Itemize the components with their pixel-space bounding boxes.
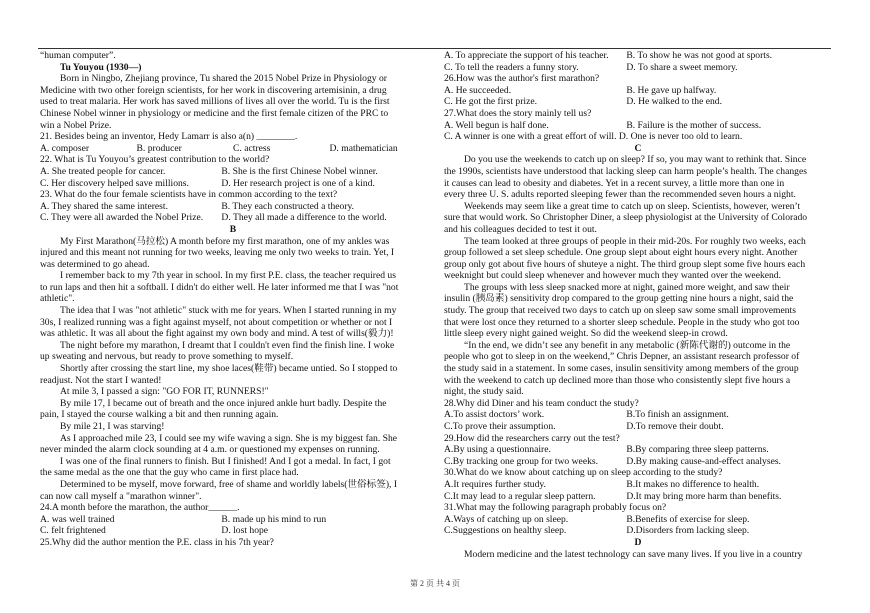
option: C.Suggestions on healthy sleep. xyxy=(444,525,567,537)
options-22-row2 xyxy=(40,178,426,190)
text-line: readjust. Not the start I wanted! xyxy=(40,374,162,386)
option: B. producer xyxy=(136,142,182,154)
options-24-row2 xyxy=(40,525,426,537)
options-27-row2: C. A winner is one with a great effort of will. D. One is never too old to learn. xyxy=(444,131,743,143)
text-line: Do you use the weekends to catch up on sleep? If so, you may want to rethink that. Since xyxy=(464,154,807,166)
option: D.It may bring more harm than benefits. xyxy=(626,490,782,502)
options-23-row2 xyxy=(40,212,426,224)
option: A. was well trained xyxy=(40,513,115,525)
right-column xyxy=(444,50,832,560)
question-31: 31.What may the following paragraph probably focus on? xyxy=(444,502,667,514)
option: B. They each constructed a theory. xyxy=(221,200,355,212)
section-heading: Tu Youyou (1930—) xyxy=(60,61,142,73)
options-21 xyxy=(40,143,426,155)
text-line: night, the study said. xyxy=(444,386,524,398)
section-label-d: D xyxy=(634,536,642,548)
options-27-row1 xyxy=(444,120,832,132)
option: B. Failure is the mother of success. xyxy=(626,119,762,131)
text-line: and his colleagues decided to test it out. xyxy=(444,223,597,235)
option: B.It makes no difference to health. xyxy=(626,478,760,490)
text-line: As I approached mile 23, I could see my wife waving a sign. She is my biggest fan. She xyxy=(60,432,398,444)
options-31-row1 xyxy=(444,514,832,526)
question-22: 22. What is Tu Youyou’s greatest contribution to the world? xyxy=(40,154,270,166)
option: B. She is the first Chinese Nobel winner. xyxy=(221,165,378,177)
option: A.By using a questionnaire. xyxy=(444,444,551,456)
question-21: 21. Besides being an inventor, Hedy Lamarr is also a(n) ________. xyxy=(40,131,298,143)
question-28: 28.Why did Diner and his team conduct the study? xyxy=(444,397,639,409)
text-line: The groups with less sleep snacked more at night, gained more weight, and saw their xyxy=(464,281,790,293)
section-label-b: B xyxy=(229,223,237,235)
text-line: little sleep every night gained weight. So did the weekend sleep-in crowd. xyxy=(444,328,728,340)
text-line: I remember back to my 7th year in school. In my first P.E. class, the teacher required us xyxy=(60,270,396,282)
text-line: win a Nobel Prize. xyxy=(40,119,112,131)
text-line: with the weekend to catch up declined more than those who consistently slept five hours a xyxy=(444,374,791,386)
option: C. To tell the readers a funny story. xyxy=(444,61,579,73)
text-line: “human computer”. xyxy=(40,50,116,61)
text-line: At mile 3, I passed a sign: "GO FOR IT, RUNNERS!" xyxy=(60,386,269,398)
option: A. He succeeded. xyxy=(444,84,512,96)
text-line: sure that would work. So Christopher Diner, a sleep physiologist at the University of Colorado xyxy=(444,212,808,224)
option: C. felt frightened xyxy=(40,525,106,537)
text-line: My First Marathon(马拉松) A month before my first marathon, one of my ankles was xyxy=(60,235,390,247)
text-line: it causes can lead to obesity and diabetes. Yet in a recent survey, a little more than one in xyxy=(444,177,785,189)
text-line: The idea that I was "not athletic" stuck with me for years. When I started running in my xyxy=(60,305,397,317)
text-line: insulin (胰岛素) sensitivity drop compared to the group getting nine hours a night, said the xyxy=(444,293,794,305)
text-line: Medicine with two other foreign scientists, for her work in discovering artemisinin, a drug xyxy=(40,84,387,96)
left-column xyxy=(40,50,426,549)
option: D. They all made a difference to the world. xyxy=(221,212,387,224)
text-line: I was one of the final runners to finish. But I finished! And I got a medal. In fact, I got xyxy=(60,455,391,467)
text-line: group followed a set sleep schedule. One group slept about eight hours every night. Another xyxy=(444,247,798,259)
question-24: 24.A month before the marathon, the author______. xyxy=(40,502,240,514)
text-line: never minded the alarm clock sounding at 4 a.m. or questioned my expenses on running. xyxy=(40,444,380,456)
option: C. He got the first prize. xyxy=(444,96,537,108)
options-24-row1 xyxy=(40,514,426,526)
option: A. composer xyxy=(40,142,90,154)
options-31-row2 xyxy=(444,525,832,537)
text-line: weeknight but could sleep whenever and however much they wanted over the weekend. xyxy=(444,270,781,282)
option: D. lost hope xyxy=(221,525,269,537)
text-line: up sweating and nervous, but ready to prove something to myself. xyxy=(40,351,294,363)
page-footer: 第 2 页 共 4 页 xyxy=(410,579,460,588)
option: A.To assist doctors’ work. xyxy=(444,409,545,421)
question-27: 27.What does the story mainly tell us? xyxy=(444,107,592,119)
option: C. They were all awarded the Nobel Prize. xyxy=(40,212,204,224)
text-line: athletic". xyxy=(40,293,75,305)
text-line: 30s, I realized running was a fight against myself, not about competition or whether or not I xyxy=(40,316,393,328)
question-25: 25.Why did the author mention the P.E. class in his 7th year? xyxy=(40,536,274,548)
options-23-row1 xyxy=(40,201,426,213)
text-line: every three U. S. adults reported sleeping fewer than the recommended seven hours a night. xyxy=(444,189,796,201)
text-line: Determined to be myself, move forward, free of shame and worldly labels(世俗标签), I xyxy=(60,478,398,490)
option: B. To show he was not good at sports. xyxy=(626,50,773,61)
option: D. Her research project is one of a kind. xyxy=(221,177,375,189)
text-line: injured and this meant not running for two weeks, leaving me only two weeks to train. Yet, I xyxy=(40,247,395,259)
section-label-c: C xyxy=(634,142,642,154)
text-line: was athletic. It was all about the fight against my own body and mind. A test of wills(毅力)! xyxy=(40,328,394,340)
option: B. He gave up halfway. xyxy=(626,84,717,96)
options-29-row1 xyxy=(444,444,832,456)
text-line: was determined to go ahead. xyxy=(40,258,150,270)
text-line: the study said in a statement. In some cases, insulin sensitivity among members of the group xyxy=(444,363,799,375)
options-28-row1 xyxy=(444,409,832,421)
options-26-row2 xyxy=(444,96,832,108)
options-26-row1 xyxy=(444,85,832,97)
options-22-row1 xyxy=(40,166,426,178)
option: D. mathematician xyxy=(329,142,398,154)
text-line: group only got about five hours of shuteye a night. The third group slept some five hours each xyxy=(444,258,806,270)
option: D.By making cause-and-effect analyses. xyxy=(626,455,781,467)
text-line: Chinese Nobel winner in physiology or medicine and the first female citizen of the PRC to xyxy=(40,107,389,119)
option: A. Well begun is half done. xyxy=(444,119,549,131)
text-line: to run laps and then hit a softball. I didn't do either well. He later informed me that I was "not xyxy=(40,281,399,293)
text-line: people who got to sleep in on the weekend,” Chris Depner, an assistant research professor of xyxy=(444,351,800,363)
question-26: 26.How was the author's first marathon? xyxy=(444,73,600,85)
text-line: Modern medicine and the latest technology can save many lives. If you live in a country xyxy=(464,548,803,560)
option: C.It may lead to a regular sleep pattern. xyxy=(444,490,596,502)
text-line: can now call myself a "marathon winner". xyxy=(40,490,202,502)
question-30: 30.What do we know about catching up on sleep according to the study? xyxy=(444,467,723,479)
option: A.Ways of catching up on sleep. xyxy=(444,513,569,525)
options-28-row2 xyxy=(444,421,832,433)
option: A. She treated people for cancer. xyxy=(40,165,166,177)
text-line: that were lost once they returned to a shorter sleep schedule. People in the study who got too xyxy=(444,316,800,328)
top-rule xyxy=(38,48,831,49)
options-25-row1 xyxy=(444,50,832,62)
text-line: “In the end, we didn’t see any benefit in any metabolic (新陈代谢的) outcome in the xyxy=(464,339,791,351)
option: D.To remove their doubt. xyxy=(626,421,724,432)
text-line: the 1990s, scientists have understood that lacking sleep can harm people’s health. The changes xyxy=(444,165,807,177)
text-line: study. The group that received two days to catch up on sleep saw some small improvements xyxy=(444,305,796,317)
text-line: By mile 21, I was starving! xyxy=(60,421,165,432)
text-line: By mile 17, I became out of breath and the once injured ankle hurt badly. Despite the xyxy=(60,397,387,409)
text-line: The night before my marathon, I dreamt that I couldn't even find the finish line. I woke xyxy=(60,339,395,351)
option: C. actress xyxy=(233,142,271,154)
option: C.To prove their assumption. xyxy=(444,421,556,432)
text-line: Born in Ningbo, Zhejiang province, Tu shared the 2015 Nobel Prize in Physiology or xyxy=(60,73,387,85)
question-23: 23. What do the four female scientists have in common according to the text? xyxy=(40,189,338,201)
question-29: 29.How did the researchers carry out the test? xyxy=(444,432,620,444)
options-30-row1 xyxy=(444,479,832,491)
text-line: Weekends may seem like a great time to catch up on sleep. Scientists, however, weren’t xyxy=(464,200,801,212)
option: D. To share a sweet memory. xyxy=(626,61,738,73)
text-line: The team looked at three groups of people in their mid-20s. For roughly two weeks, each xyxy=(464,235,806,247)
text-line: Shortly after crossing the start line, my shoe laces(鞋带) became untied. So I stopped to xyxy=(60,363,398,375)
option: C.By tracking one group for two weeks. xyxy=(444,455,599,467)
options-29-row2 xyxy=(444,456,832,468)
text-line: used to treat malaria. Her work has saved millions of lives all over the world. Tu is the first xyxy=(40,96,390,108)
option: B. made up his mind to run xyxy=(221,513,327,525)
option: B.Benefits of exercise for sleep. xyxy=(626,513,750,525)
option: A.It requires further study. xyxy=(444,478,546,490)
options-30-row2 xyxy=(444,491,832,503)
option: A. To appreciate the support of his teacher. xyxy=(444,50,609,61)
option: D. He walked to the end. xyxy=(626,96,723,108)
option: C. Her discovery helped save millions. xyxy=(40,177,189,189)
option: D.Disorders from lacking sleep. xyxy=(626,525,750,537)
options-25-row2 xyxy=(444,62,832,74)
option: A. They shared the same interest. xyxy=(40,200,168,212)
text-line: the same medal as the one that the guy who came in first place had. xyxy=(40,467,299,479)
text-line: pain, I stayed the course walking a bit and then running again. xyxy=(40,409,279,421)
option: B.To finish an assignment. xyxy=(626,409,729,421)
option: B.By comparing three sleep patterns. xyxy=(626,444,769,456)
